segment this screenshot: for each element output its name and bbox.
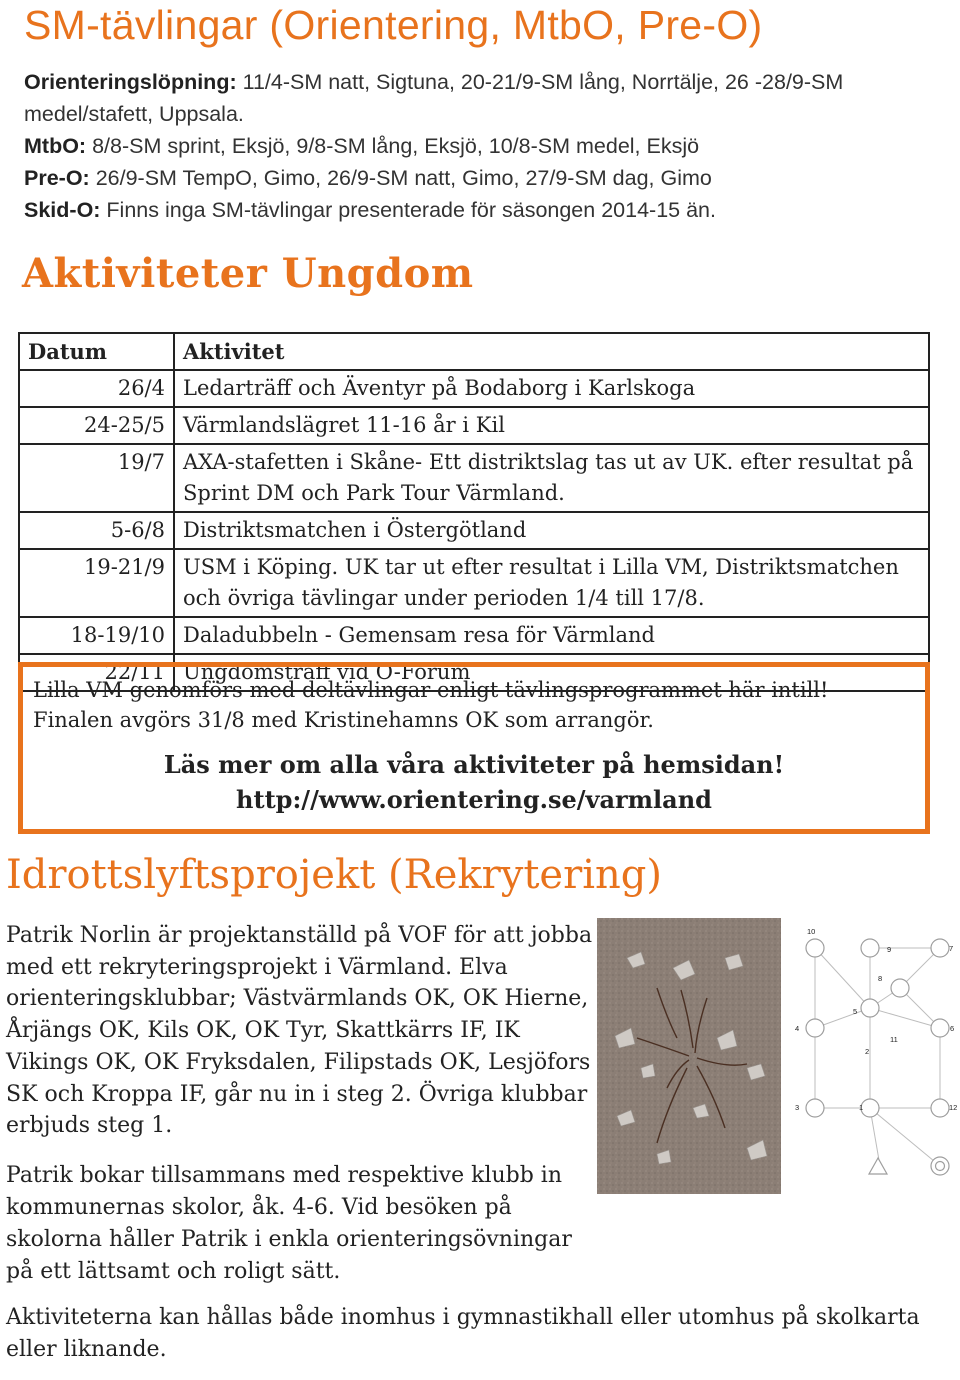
header-activity: Aktivitet [174, 333, 929, 370]
svg-text:8: 8 [878, 974, 883, 983]
control-network-diagram [785, 918, 960, 1193]
table-row [19, 444, 929, 512]
row-date: 26/4 [19, 370, 174, 407]
row-date: 24-25/5 [19, 407, 174, 444]
svg-text:6: 6 [950, 1024, 955, 1033]
svg-text:2: 2 [865, 1047, 870, 1056]
table-header-row [19, 333, 929, 370]
project-text [6, 920, 606, 1142]
row-date: 19/7 [19, 444, 174, 512]
row-date: 5-6/8 [19, 512, 174, 549]
project-paragraph-1: Patrik Norlin är projektanställd på VOF för att jobba med ett rekryteringsprojekt i Värmland. Elva orienteringsklubbar; Västvärmlands OK, OK Hierne, Årjängs OK, Kils OK, OK Tyr, Skattkärrs IF, IK Vikings OK, OK Fryksdalen, Filipstads OK, Lesjöfors SK och Kroppa IF, går nu in i steg 2. Övriga klubbar erbjuds steg 1. [6, 923, 593, 1139]
svg-text:3: 3 [795, 1103, 800, 1112]
svg-text:4: 4 [795, 1024, 800, 1033]
row-activity: Distriktsmatchen i Östergötland [174, 512, 929, 549]
table-row [19, 549, 929, 617]
sm-list [24, 66, 939, 226]
row-date: 19-21/9 [19, 549, 174, 617]
sm-line-mtbo: MtbO: 8/8-SM sprint, Eksjö, 9/8-SM lång, Eksjö, 10/8-SM medel, Eksjö [24, 134, 700, 158]
table-row [19, 407, 929, 444]
row-activity: Ledarträff och Äventyr på Bodaborg i Karlskoga [174, 370, 929, 407]
project-paragraph-2: Patrik bokar tillsammans med respektive klubb in kommunernas skolor, åk. 4-6. Vid besöken på skolorna håller Patrik i enkla orienteringsövningar på ett lättsamt och roligt sätt. [6, 1163, 572, 1284]
svg-text:12: 12 [949, 1103, 958, 1112]
row-activity: AXA-stafetten i Skåne- Ett distriktslag tas ut av UK. efter resultat på Sprint DM och Park Tour Värmland. [174, 444, 929, 512]
svg-text:10: 10 [807, 927, 816, 936]
row-date: 22/11 [19, 654, 174, 691]
info-line-1: Lilla VM genomförs med deltävlingar enligt tävlingsprogrammet här intill! [33, 678, 829, 702]
row-activity: Ungdomsträff vid O-Forum [174, 654, 929, 691]
row-activity: Värmlandslägret 11-16 år i Kil [174, 407, 929, 444]
row-date: 18-19/10 [19, 617, 174, 654]
info-box [18, 662, 930, 834]
project-text-lower [6, 1160, 956, 1380]
svg-text:7: 7 [949, 944, 954, 953]
info-box-cta [23, 747, 925, 817]
svg-text:9: 9 [887, 945, 892, 954]
sm-line-skido: Skid-O: Finns inga SM-tävlingar presenterade för säsongen 2014-15 än. [24, 198, 716, 222]
svg-text:1: 1 [859, 1103, 864, 1112]
row-activity: Daladubbeln - Gemensam resa för Värmland [174, 617, 929, 654]
row-activity: USM i Köping. UK tar ut efter resultat i Lilla VM, Distriktsmatchen och övriga tävlingar under perioden 1/4 till 17/8. [174, 549, 929, 617]
sm-line-preo: Pre-O: 26/9-SM TempO, Gimo, 26/9-SM natt, Gimo, 27/9-SM dag, Gimo [24, 166, 712, 190]
star-pattern-photo [597, 918, 781, 1194]
website-link[interactable]: http://www.orientering.se/varmland [236, 785, 712, 814]
sm-heading: SM-tävlingar (Orientering, MtbO, Pre-O) [24, 2, 763, 48]
table-row [19, 370, 929, 407]
activities-table [18, 332, 930, 692]
cta-text: Läs mer om alla våra aktiviteter på hemsidan! [163, 750, 785, 779]
header-date: Datum [19, 333, 174, 370]
table-row [19, 512, 929, 549]
info-line-2: Finalen avgörs 31/8 med Kristinehamns OK som arrangör. [33, 708, 654, 732]
youth-heading: Aktiviteter Ungdom [22, 250, 474, 297]
project-paragraph-3: Aktiviteterna kan hållas både inomhus i gymnastikhall eller utomhus på skolkarta eller liknande. [6, 1305, 920, 1362]
table-row [19, 617, 929, 654]
sm-line-orientering: Orienteringslöpning: 11/4-SM natt, Sigtuna, 20-21/9-SM lång, Norrtälje, 26 -28/9-SM medel/stafett, Uppsala. [24, 70, 844, 126]
info-box-text [33, 675, 828, 735]
svg-text:11: 11 [890, 1035, 898, 1044]
project-heading: Idrottslyftsprojekt (Rekrytering) [6, 852, 662, 898]
svg-text:5: 5 [853, 1007, 858, 1016]
